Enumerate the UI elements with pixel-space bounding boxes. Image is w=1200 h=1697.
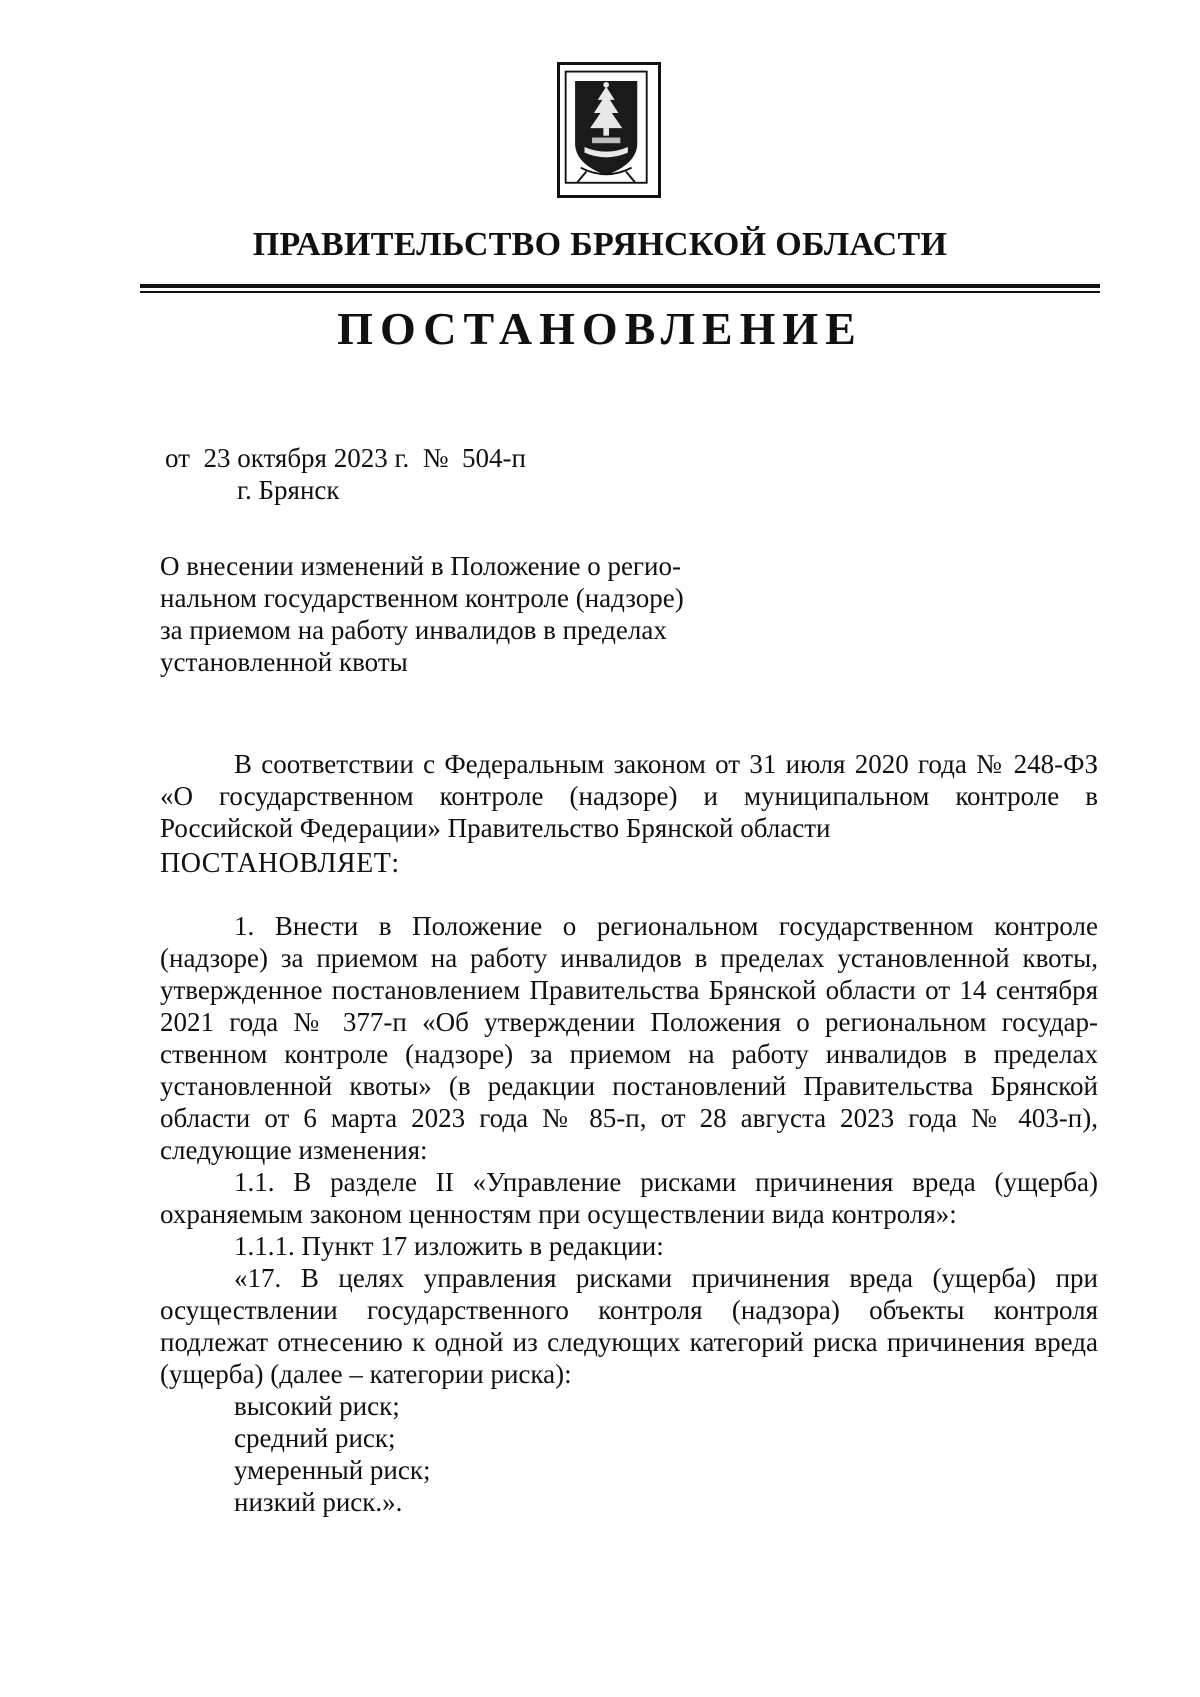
item-17-paragraph: «17. В целях управления рисками причинения вреда (ущерба) при осуществлении государственного контроля (надзора) объекты контроля подлежат отнесению к одной из следующих категорий риска причинения вреда (ущерба) (далее – категории риска): <box>160 1263 1098 1389</box>
item-1-paragraph: 1. Внести в Положение о региональном государственном контроле (надзоре) за приемом на работу инвалидов в пределах установленной квоты, утвержденное постановлением Правительства Брянской области от 14 сентября 2021 года № 377-п «Об утверждении Положения о региональном государственном контроле (надзоре) за приемом на работу инвалидов в пределах установленной квоты» (в редакции постановлений Правительства Брянской области от 6 марта 2023 года № 85-п, от 28 августа 2023 года № 403-п), следующие изменения: <box>160 911 1098 1165</box>
risk-level-item: высокий риск; <box>234 1391 400 1421</box>
subject-line: установленной квоты <box>160 647 408 677</box>
subject-line: О внесении изменений в Положение о регио- <box>160 551 681 581</box>
risk-level-item: низкий риск.». <box>234 1487 403 1517</box>
document-city: г. Брянск <box>237 475 340 505</box>
subject-line: за приемом на работу инвалидов в пределах <box>160 615 667 645</box>
header-divider-thick <box>140 284 1100 288</box>
bryansk-coat-of-arms-icon <box>560 65 658 195</box>
resolve-heading: ПОСТАНОВЛЯЕТ: <box>160 848 400 879</box>
document-body <box>160 748 1098 1518</box>
item-1-1-1-paragraph: 1.1.1. Пункт 17 изложить в редакции: <box>234 1231 664 1261</box>
coat-of-arms-emblem <box>557 62 661 198</box>
document-subject <box>160 550 730 678</box>
organization-title: ПРАВИТЕЛЬСТВО БРЯНСКОЙ ОБЛАСТИ <box>252 226 948 263</box>
header-divider-thin <box>140 291 1100 293</box>
subject-line: нальном государственном контроле (надзоре) <box>160 583 684 613</box>
document-date-number: от 23 октября 2023 г. № 504-п <box>165 443 526 473</box>
preamble-paragraph: В соответствии с Федеральным законом от 31 июля 2020 года № 248-ФЗ «О государственном контроле (надзоре) и муниципальном контроле в Российской Федерации» Правительство Брянской области <box>160 749 1098 843</box>
risk-level-item: средний риск; <box>234 1423 396 1453</box>
risk-level-item: умеренный риск; <box>234 1455 431 1485</box>
item-1-1-paragraph: 1.1. В разделе II «Управление рисками причинения вреда (ущерба) охраняемым законом ценностям при осуществлении вида контроля»: <box>160 1167 1098 1229</box>
paragraph-gap <box>160 880 1098 910</box>
document-type-title: ПОСТАНОВЛЕНИЕ <box>337 303 863 354</box>
